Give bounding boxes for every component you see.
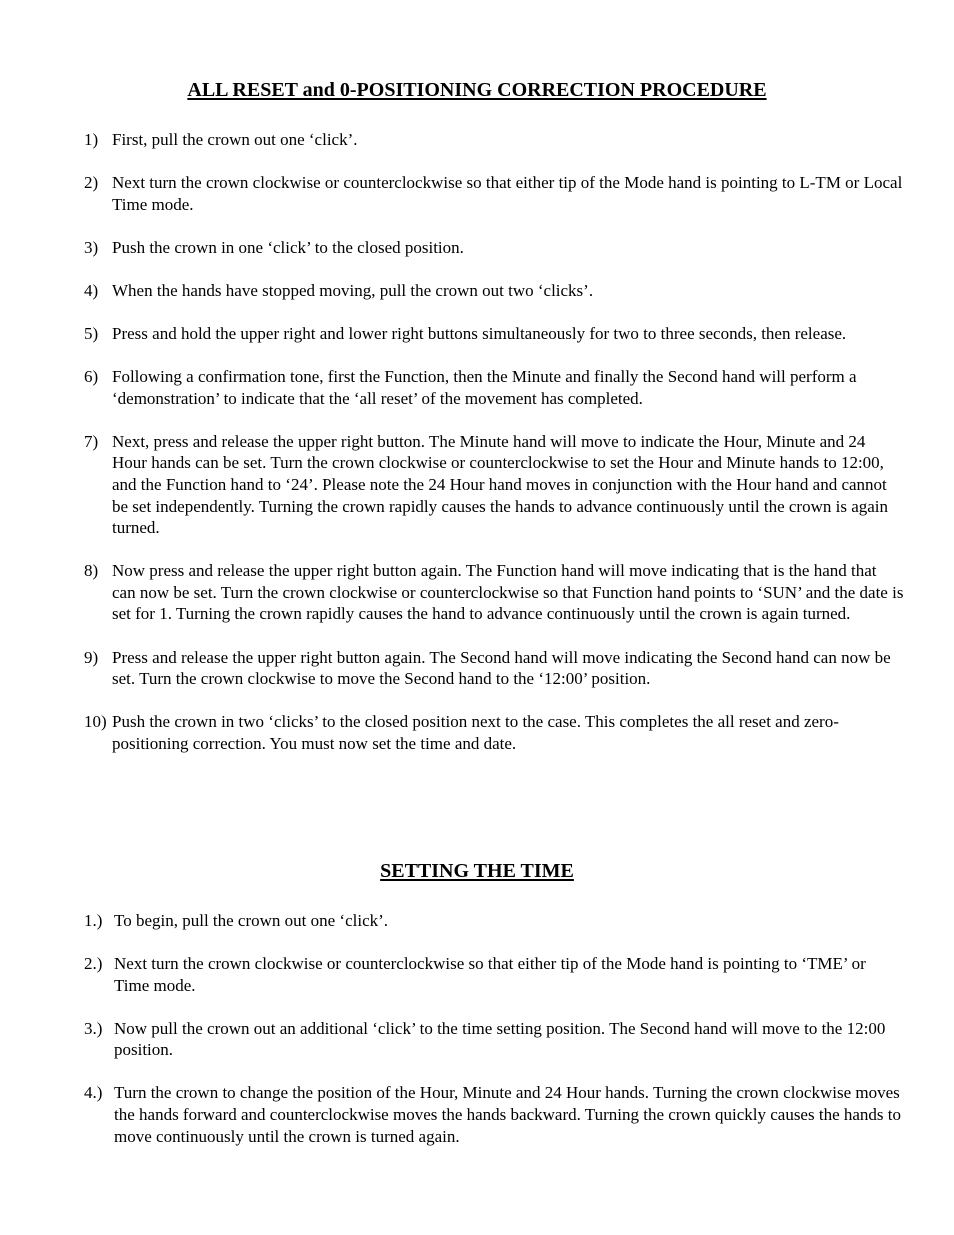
step-text: Press and release the upper right button again. The Second hand will move indicating the Second hand can now be set. Turn the crown clockwise to move the Second hand to the ‘12:00’ position. — [112, 647, 891, 689]
step-text: Now pull the crown out an additional ‘click’ to the time setting position. The Second hand will move to the 12:00 position. — [114, 1018, 886, 1060]
step-text: Push the crown in one ‘click’ to the closed position. — [112, 237, 464, 257]
step-text: First, pull the crown out one ‘click’. — [112, 130, 358, 149]
step-number: 2) — [84, 173, 99, 193]
list-item — [84, 237, 904, 259]
list-item — [84, 172, 904, 215]
step-text: Press and hold the upper right and lower right buttons simultaneously for two to three seconds, then release. — [112, 323, 847, 343]
list-item — [84, 323, 904, 345]
step-number: 2.) — [84, 954, 103, 974]
list-item — [84, 910, 904, 932]
step-number: 5) — [84, 323, 99, 343]
list-item — [84, 953, 904, 996]
step-number: 6) — [84, 367, 99, 387]
step-text: Following a confirmation tone, first the Function, then the Minute and finally the Second hand will perform a ‘demonstration’ to indicate that the ‘all reset’ of the movement has completed. — [112, 367, 857, 408]
step-number: 10) — [84, 712, 107, 732]
step-number: 1) — [84, 130, 99, 149]
step-text: Turn the crown to change the position of the Hour, Minute and 24 Hour hands. Turning the crown clockwise moves the hands forward and counterclockwise moves the hands backward. Turning the crown quickly causes the hands to move continuously until the crown is turned again. — [114, 1083, 901, 1146]
step-number: 8) — [84, 561, 99, 581]
step-text: When the hands have stopped moving, pull the crown out two ‘clicks’. — [112, 280, 594, 300]
reset-procedure-heading: ALL RESET and 0-POSITIONING CORRECTION PROCEDURE — [187, 79, 767, 101]
step-number: 4) — [84, 280, 99, 300]
step-text: Push the crown in two ‘clicks’ to the closed position next to the case. This completes the all reset and zero-positioning correction. You must now set the time and date. — [112, 712, 839, 753]
step-text: To begin, pull the crown out one ‘click’. — [114, 911, 389, 930]
setting-time-steps — [84, 910, 904, 1169]
list-item — [84, 560, 904, 625]
setting-time-heading: SETTING THE TIME — [380, 860, 574, 882]
list-item — [84, 129, 904, 151]
list-item — [84, 366, 904, 409]
list-item — [84, 1018, 904, 1061]
step-text: Now press and release the upper right button again. The Function hand will move indicating that is the hand that can now be set. Turn the crown clockwise or counterclockwise so that Function hand points to ‘SUN’ and the date is set for 1. Turning the crown rapidly causes the hand to advance continuously until the crown is again turned. — [112, 561, 904, 624]
step-text: Next turn the crown clockwise or counterclockwise so that either tip of the Mode hand is pointing to ‘TME’ or Time mode. — [114, 954, 866, 995]
step-number: 1.) — [84, 911, 103, 930]
step-text: Next, press and release the upper right button. The Minute hand will move to indicate the Hour, Minute and 24 Hour hands can be set. Turn the crown clockwise or counterclockwise to set the Hour and Minute hands to 12:00, and the Function hand to ‘24’. Please note the 24 Hour hand moves in conjunction with the Hour hand and cannot be set independently. Turning the crown rapidly causes the hands to advance continuously until the crown is again turned. — [112, 431, 889, 538]
step-number: 4.) — [84, 1083, 103, 1103]
list-item — [84, 647, 904, 690]
list-item — [84, 1082, 904, 1147]
step-number: 7) — [84, 431, 99, 451]
list-item — [84, 431, 904, 539]
step-number: 9) — [84, 647, 99, 667]
step-text: Next turn the crown clockwise or counterclockwise so that either tip of the Mode hand is pointing to L-TM or Local Time mode. — [112, 173, 903, 214]
step-number: 3) — [84, 237, 99, 257]
reset-procedure-steps — [84, 129, 904, 776]
list-item — [84, 280, 904, 302]
list-item — [84, 711, 904, 754]
step-number: 3.) — [84, 1018, 103, 1038]
